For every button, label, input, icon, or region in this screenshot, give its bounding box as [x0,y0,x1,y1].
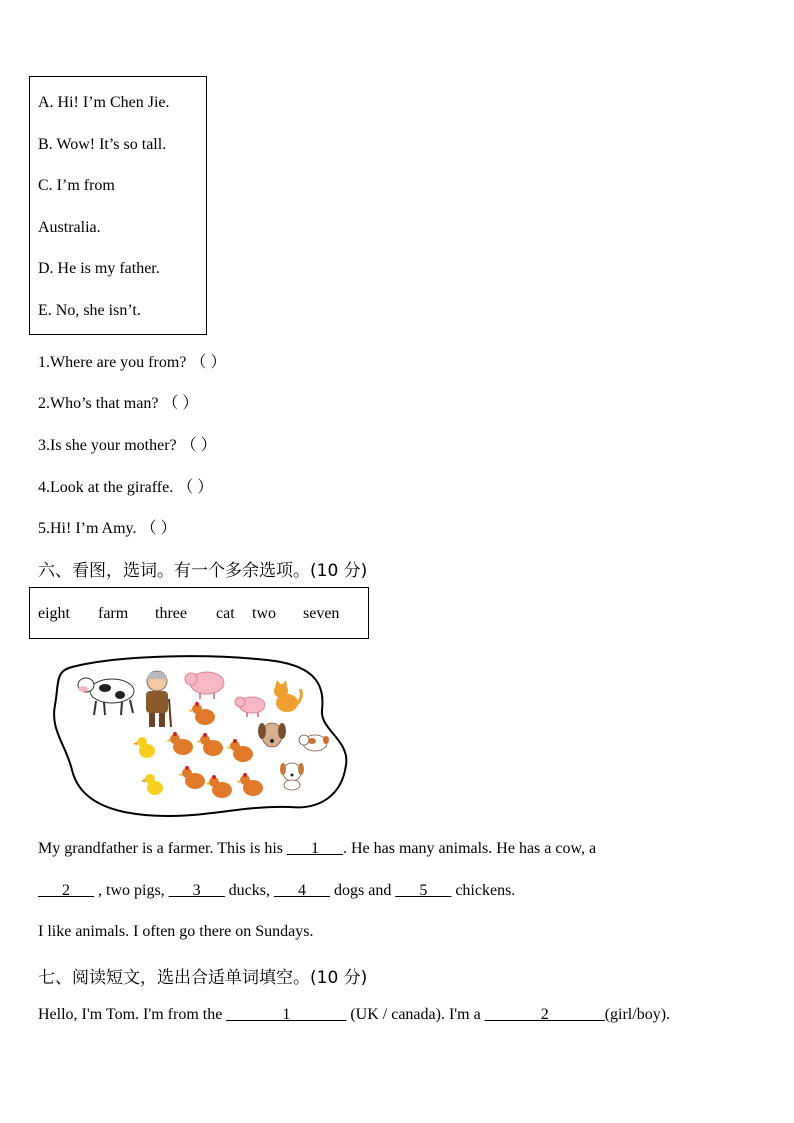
question-4: 4.Look at the giraffe. （ ） [38,479,214,496]
text: chickens. [451,882,516,899]
text: ducks, [224,882,274,899]
blank-3[interactable]: ___3___ [168,882,225,899]
blank-1[interactable]: ___1___ [286,840,343,857]
section6-line-1 [38,840,596,858]
option-c-continued: Australia. [38,219,101,236]
farm-picture [50,655,350,820]
word-three: three [155,605,187,622]
word-bank-box [29,587,369,639]
blank-2[interactable]: _______2_______ [484,1006,605,1023]
word-seven: seven [303,605,340,622]
text: dogs and [330,882,396,899]
option-a: A. Hi! I’m Chen Jie. [38,94,170,111]
answer-options-box [29,76,207,335]
option-e: E. No, she isn’t. [38,302,141,319]
blank-4[interactable]: ___4___ [274,882,330,899]
option-d: D. He is my father. [38,260,160,277]
section6-line-2 [38,882,515,900]
section6-heading: 六、看图，选词。有一个多余选项。(10 分) [38,561,368,581]
word-eight: eight [38,605,70,622]
text: My grandfather is a farmer. This is his [38,840,287,857]
option-c: C. I’m from [38,177,115,194]
text: , two pigs, [94,882,169,899]
word-cat: cat [216,605,235,622]
blank-5[interactable]: ___5___ [395,882,452,899]
text: Hello, I'm Tom. I'm from the [38,1006,227,1023]
question-5: 5.Hi! I’m Amy. （ ） [38,520,177,537]
section7-heading: 七、阅读短文，选出合适单词填空。(10 分) [38,968,368,988]
text: (girl/boy). [604,1006,671,1023]
text: . He has many animals. He has a cow, a [342,840,597,857]
option-b: B. Wow! It’s so tall. [38,136,167,153]
text: (UK / canada). I'm a [346,1006,485,1023]
word-two: two [252,605,276,622]
section6-line-3: I like animals. I often go there on Sundays. [38,923,314,940]
question-2: 2.Who’s that man? （ ） [38,395,199,412]
blank-2[interactable]: ___2___ [38,882,94,899]
blank-1[interactable]: _______1_______ [226,1006,347,1023]
word-farm: farm [98,605,129,622]
question-1: 1.Where are you from? （ ） [38,354,227,371]
question-3: 3.Is she your mother? （ ） [38,437,217,454]
section7-line-1 [38,1006,670,1024]
